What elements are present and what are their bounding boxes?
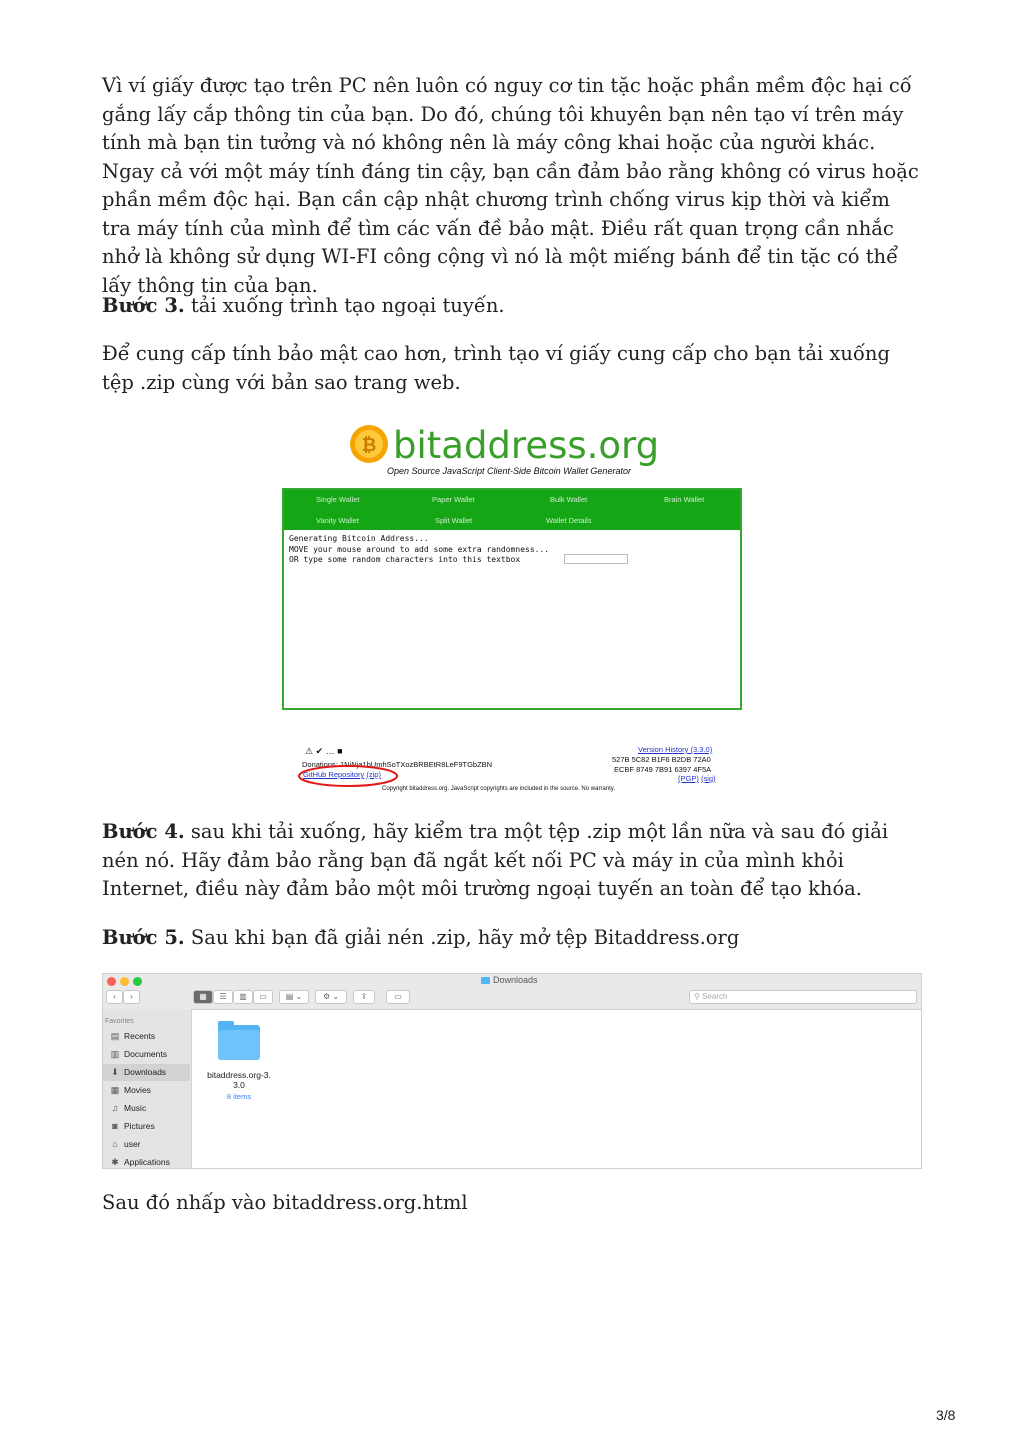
applications-icon: ✱ <box>111 1157 119 1167</box>
generator-panel <box>282 488 742 710</box>
back-button[interactable]: ‹ <box>106 990 123 1004</box>
close-window-button[interactable] <box>107 977 116 986</box>
step-3-paragraph <box>102 292 922 321</box>
sig-link[interactable]: (sig) <box>700 774 716 783</box>
step-4-text: sau khi tải xuống, hãy kiểm tra một tệp .zip một lần nữa và sau đó giải nén nó. Hãy đảm bảo rằng bạn đã ngắt kết nối PC và máy in của mình khỏi Internet, điều này đảm bảo một môi trường ngoại tuyến an toàn để tạo khóa. <box>102 820 889 900</box>
sidebar-item-applications[interactable]: ✱ Applications <box>111 1157 170 1167</box>
footer-status-icons: ⚠ ✔ … ■ <box>305 746 343 756</box>
folder-name: bitaddress.org-3. 3.0 <box>207 1070 271 1090</box>
tab-wallet-details[interactable]: Wallet Details <box>546 516 592 525</box>
share-button[interactable]: ⇪ <box>353 990 375 1004</box>
page-number: 3/8 <box>936 1407 956 1423</box>
sidebar-item-user[interactable]: ⌂ user <box>103 1136 190 1153</box>
tab-bulk-wallet[interactable]: Bulk Wallet <box>550 495 588 504</box>
logo-text: bitaddress.org <box>393 424 660 467</box>
step-4-label: Bước 4. <box>102 820 185 843</box>
sidebar-item-downloads[interactable]: ⬇ Downloads <box>103 1064 190 1081</box>
generator-console <box>289 534 549 566</box>
minimize-window-button[interactable] <box>120 977 129 986</box>
column-view-button[interactable]: ▥ <box>233 990 253 1004</box>
documents-icon: ▥ <box>110 1049 120 1059</box>
list-view-button[interactable]: ☰ <box>213 990 233 1004</box>
favorites-heading: Favorites <box>105 1018 134 1025</box>
pictures-icon: ◙ <box>112 1121 118 1131</box>
console-line: Generating Bitcoin Address... <box>289 534 429 543</box>
finder-window-screenshot <box>102 973 922 1169</box>
svg-text:₿: ₿ <box>361 435 377 456</box>
step-5-paragraph <box>102 924 922 953</box>
tab-split-wallet[interactable]: Split Wallet <box>435 516 473 525</box>
folder-icon <box>481 977 490 984</box>
tags-button[interactable]: ▭ <box>386 990 410 1004</box>
step-4-paragraph <box>102 818 922 904</box>
forward-button[interactable]: › <box>123 990 140 1004</box>
action-gear-button[interactable]: ⚙ ⌄ <box>315 990 347 1004</box>
finder-sidebar <box>103 1009 192 1169</box>
sidebar-item-recents[interactable]: ▤ Recents <box>110 1031 156 1041</box>
gallery-view-button[interactable]: ▭ <box>253 990 273 1004</box>
finder-toolbar <box>103 974 921 1010</box>
step-3-text: tải xuống trình tạo ngoại tuyến. <box>184 294 505 317</box>
sidebar-item-documents[interactable]: ▥ Documents <box>110 1049 167 1059</box>
music-icon: ♫ <box>111 1103 119 1113</box>
sidebar-item-music[interactable]: ♫ Music <box>111 1103 147 1113</box>
paragraph-open-html: Sau đó nhấp vào bitaddress.org.html <box>102 1191 468 1214</box>
recents-icon: ▤ <box>110 1031 120 1041</box>
zoom-window-button[interactable] <box>133 977 142 986</box>
folder-item-count: 8 items <box>226 1092 252 1101</box>
console-line: MOVE your mouse around to add some extra randomness... <box>289 544 550 554</box>
group-menu-button[interactable]: ▤ ⌄ <box>279 990 309 1004</box>
step-5-label: Bước 5. <box>102 926 185 949</box>
downloads-icon: ⬇ <box>111 1067 119 1077</box>
tab-single-wallet[interactable]: Single Wallet <box>316 495 360 504</box>
pgp-fingerprint-line-2: ECBF 8749 7B91 6397 4F5A <box>614 765 712 774</box>
version-history-link[interactable]: Version History (3.3.0) <box>638 745 713 754</box>
paragraph-intro: Vì ví giấy được tạo trên PC nên luôn có nguy cơ tin tặc hoặc phần mềm độc hại cố gắng lấy cắp thông tin của bạn. Do đó, chúng tôi khuyên bạn nên tạo ví trên máy tính mà bạn tin tưởng và nó không nên là máy công khai hoặc của người khác. Ngay cả với một máy tính đáng tin cậy, bạn cần đảm bảo rằng không có virus hoặc phần mềm độc hại. Bạn cần cập nhật chương trình chống virus kịp thời và kiểm tra máy tính của mình để tìm các vấn đề bảo mật. Điều rất quan trọng cần nhắc nhở là không sử dụng WI-FI công cộng vì nó là một miếng bánh để tin tặc có thể lấy thông tin của bạn. <box>102 74 919 297</box>
wallet-tab-bar <box>284 490 740 530</box>
paragraph-zip-info: Để cung cấp tính bảo mật cao hơn, trình tạo ví giấy cung cấp cho bạn tải xuống tệp .zip cùng với bản sao trang web. <box>102 342 890 394</box>
home-icon: ⌂ <box>112 1139 118 1149</box>
donations-address: Donations: 1NiNja1bUmhSoTXozBRBEtR8LeF9TGbZBN <box>302 760 493 769</box>
search-icon: ⚲ <box>694 992 700 1001</box>
copyright-notice: Copyright bitaddress.org. JavaScript copyrights are included in the source. No warranty. <box>382 786 616 792</box>
bitaddress-screenshot <box>102 410 922 798</box>
movies-icon: ▦ <box>110 1085 120 1095</box>
tab-paper-wallet[interactable]: Paper Wallet <box>432 495 475 504</box>
window-title: Downloads <box>481 975 538 985</box>
step-3-label: Bước 3. <box>102 294 185 317</box>
tab-vanity-wallet[interactable]: Vanity Wallet <box>316 516 359 525</box>
search-field[interactable]: ⚲ Search <box>689 990 917 1004</box>
sidebar-item-pictures[interactable]: ◙ Pictures <box>103 1118 190 1135</box>
console-line: OR type some random characters into this textbox <box>289 555 521 564</box>
sidebar-item-movies[interactable]: ▦ Movies <box>110 1085 151 1095</box>
pgp-link[interactable]: (PGP) <box>678 774 699 783</box>
zip-download-link[interactable]: (zip) <box>366 770 381 779</box>
step-5-text: Sau khi bạn đã giải nén .zip, hãy mở tệp Bitaddress.org <box>184 926 740 949</box>
icon-view-button[interactable]: ▦ <box>193 990 213 1004</box>
github-repository-link[interactable]: GitHub Repository <box>303 770 365 779</box>
pgp-fingerprint-line-1: 527B 5C82 B1F6 B2DB 72A0 <box>612 755 711 764</box>
signature-links <box>678 774 716 783</box>
tab-brain-wallet[interactable]: Brain Wallet <box>664 495 705 504</box>
bitaddress-tagline: Open Source JavaScript Client-Side Bitcoin Wallet Generator <box>387 466 631 476</box>
folder-icon <box>218 1030 260 1060</box>
random-characters-textbox[interactable] <box>564 554 628 564</box>
